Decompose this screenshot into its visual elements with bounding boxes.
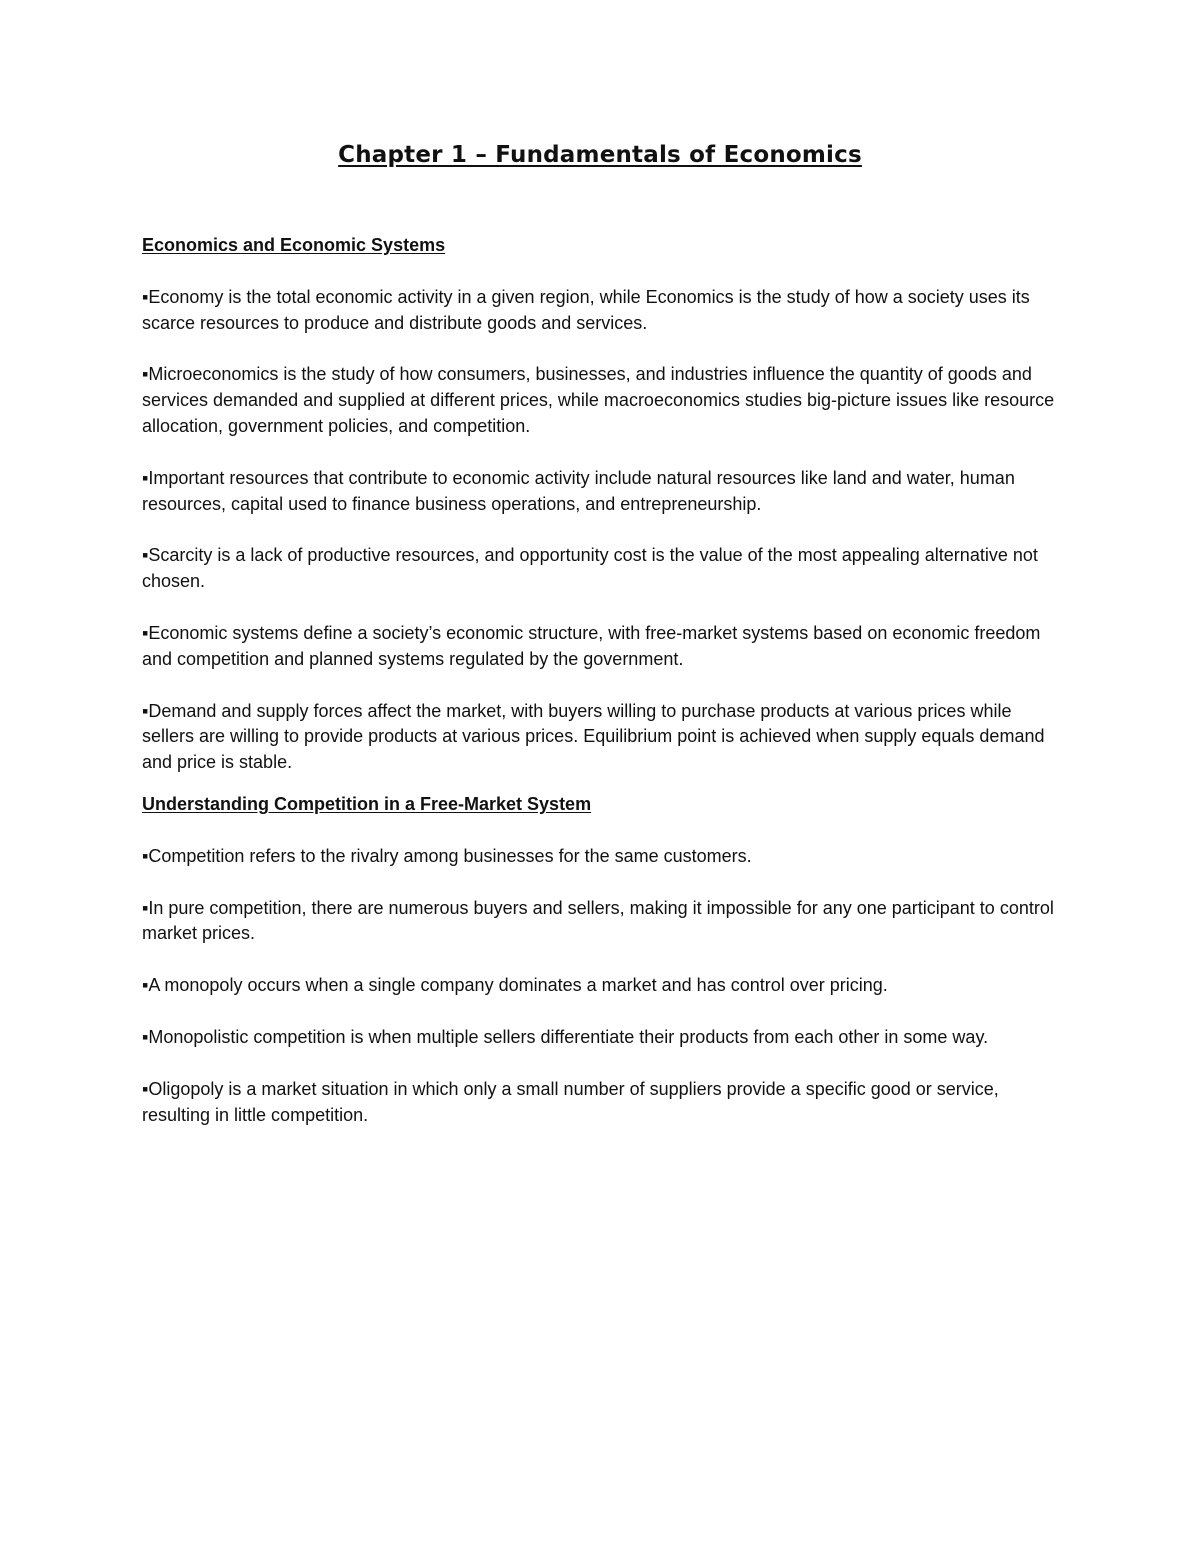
paragraph-monopoly: ▪A monopoly occurs when a single company dominates a market and has control over pricing. (142, 975, 888, 996)
section-heading-economic-systems: Economics and Economic Systems (142, 235, 446, 255)
document-title: Chapter 1 – Fundamentals of Economics (338, 142, 862, 168)
document-body (142, 233, 1062, 1128)
paragraph-scarcity: ▪Scarcity is a lack of productive resources, and opportunity cost is the value of the most appealing alternative not chosen. (142, 545, 1038, 592)
paragraph-oligopoly: ▪Oligopoly is a market situation in which only a small number of suppliers provide a specific good or service, resulting in little competition. (142, 1078, 999, 1125)
paragraph-economic-systems: ▪Economic systems define a society’s economic structure, with free-market systems based on economic freedom and competition and planned systems regulated by the government. (142, 622, 1041, 669)
paragraph-resources: ▪Important resources that contribute to economic activity include natural resources like land and water, human resources, capital used to finance business operations, and entrepreneurship. (142, 467, 1015, 514)
paragraph-pure-competition: ▪In pure competition, there are numerous buyers and sellers, making it impossible for any one participant to control market prices. (142, 897, 1054, 944)
paragraph-demand-supply: ▪Demand and supply forces affect the market, with buyers willing to purchase products at various prices while sellers are willing to provide products at various prices. Equilibrium point is achieved when supply equals demand and price is stable. (142, 700, 1045, 773)
paragraph-competition: ▪Competition refers to the rivalry among businesses for the same customers. (142, 845, 752, 866)
paragraph-monopolistic-competition: ▪Monopolistic competition is when multiple sellers differentiate their products from each other in some way. (142, 1026, 989, 1047)
section-heading-competition: Understanding Competition in a Free-Market System (142, 793, 592, 814)
paragraph-microeconomics: ▪Microeconomics is the study of how consumers, businesses, and industries influence the quantity of goods and services demanded and supplied at different prices, while macroeconomics studies big-picture issues like resource allocation, government policies, and competition. (142, 364, 1055, 436)
paragraph-economy: ▪Economy is the total economic activity in a given region, while Economics is the study of how a society uses its scarce resources to produce and distribute goods and services. (142, 286, 1030, 333)
